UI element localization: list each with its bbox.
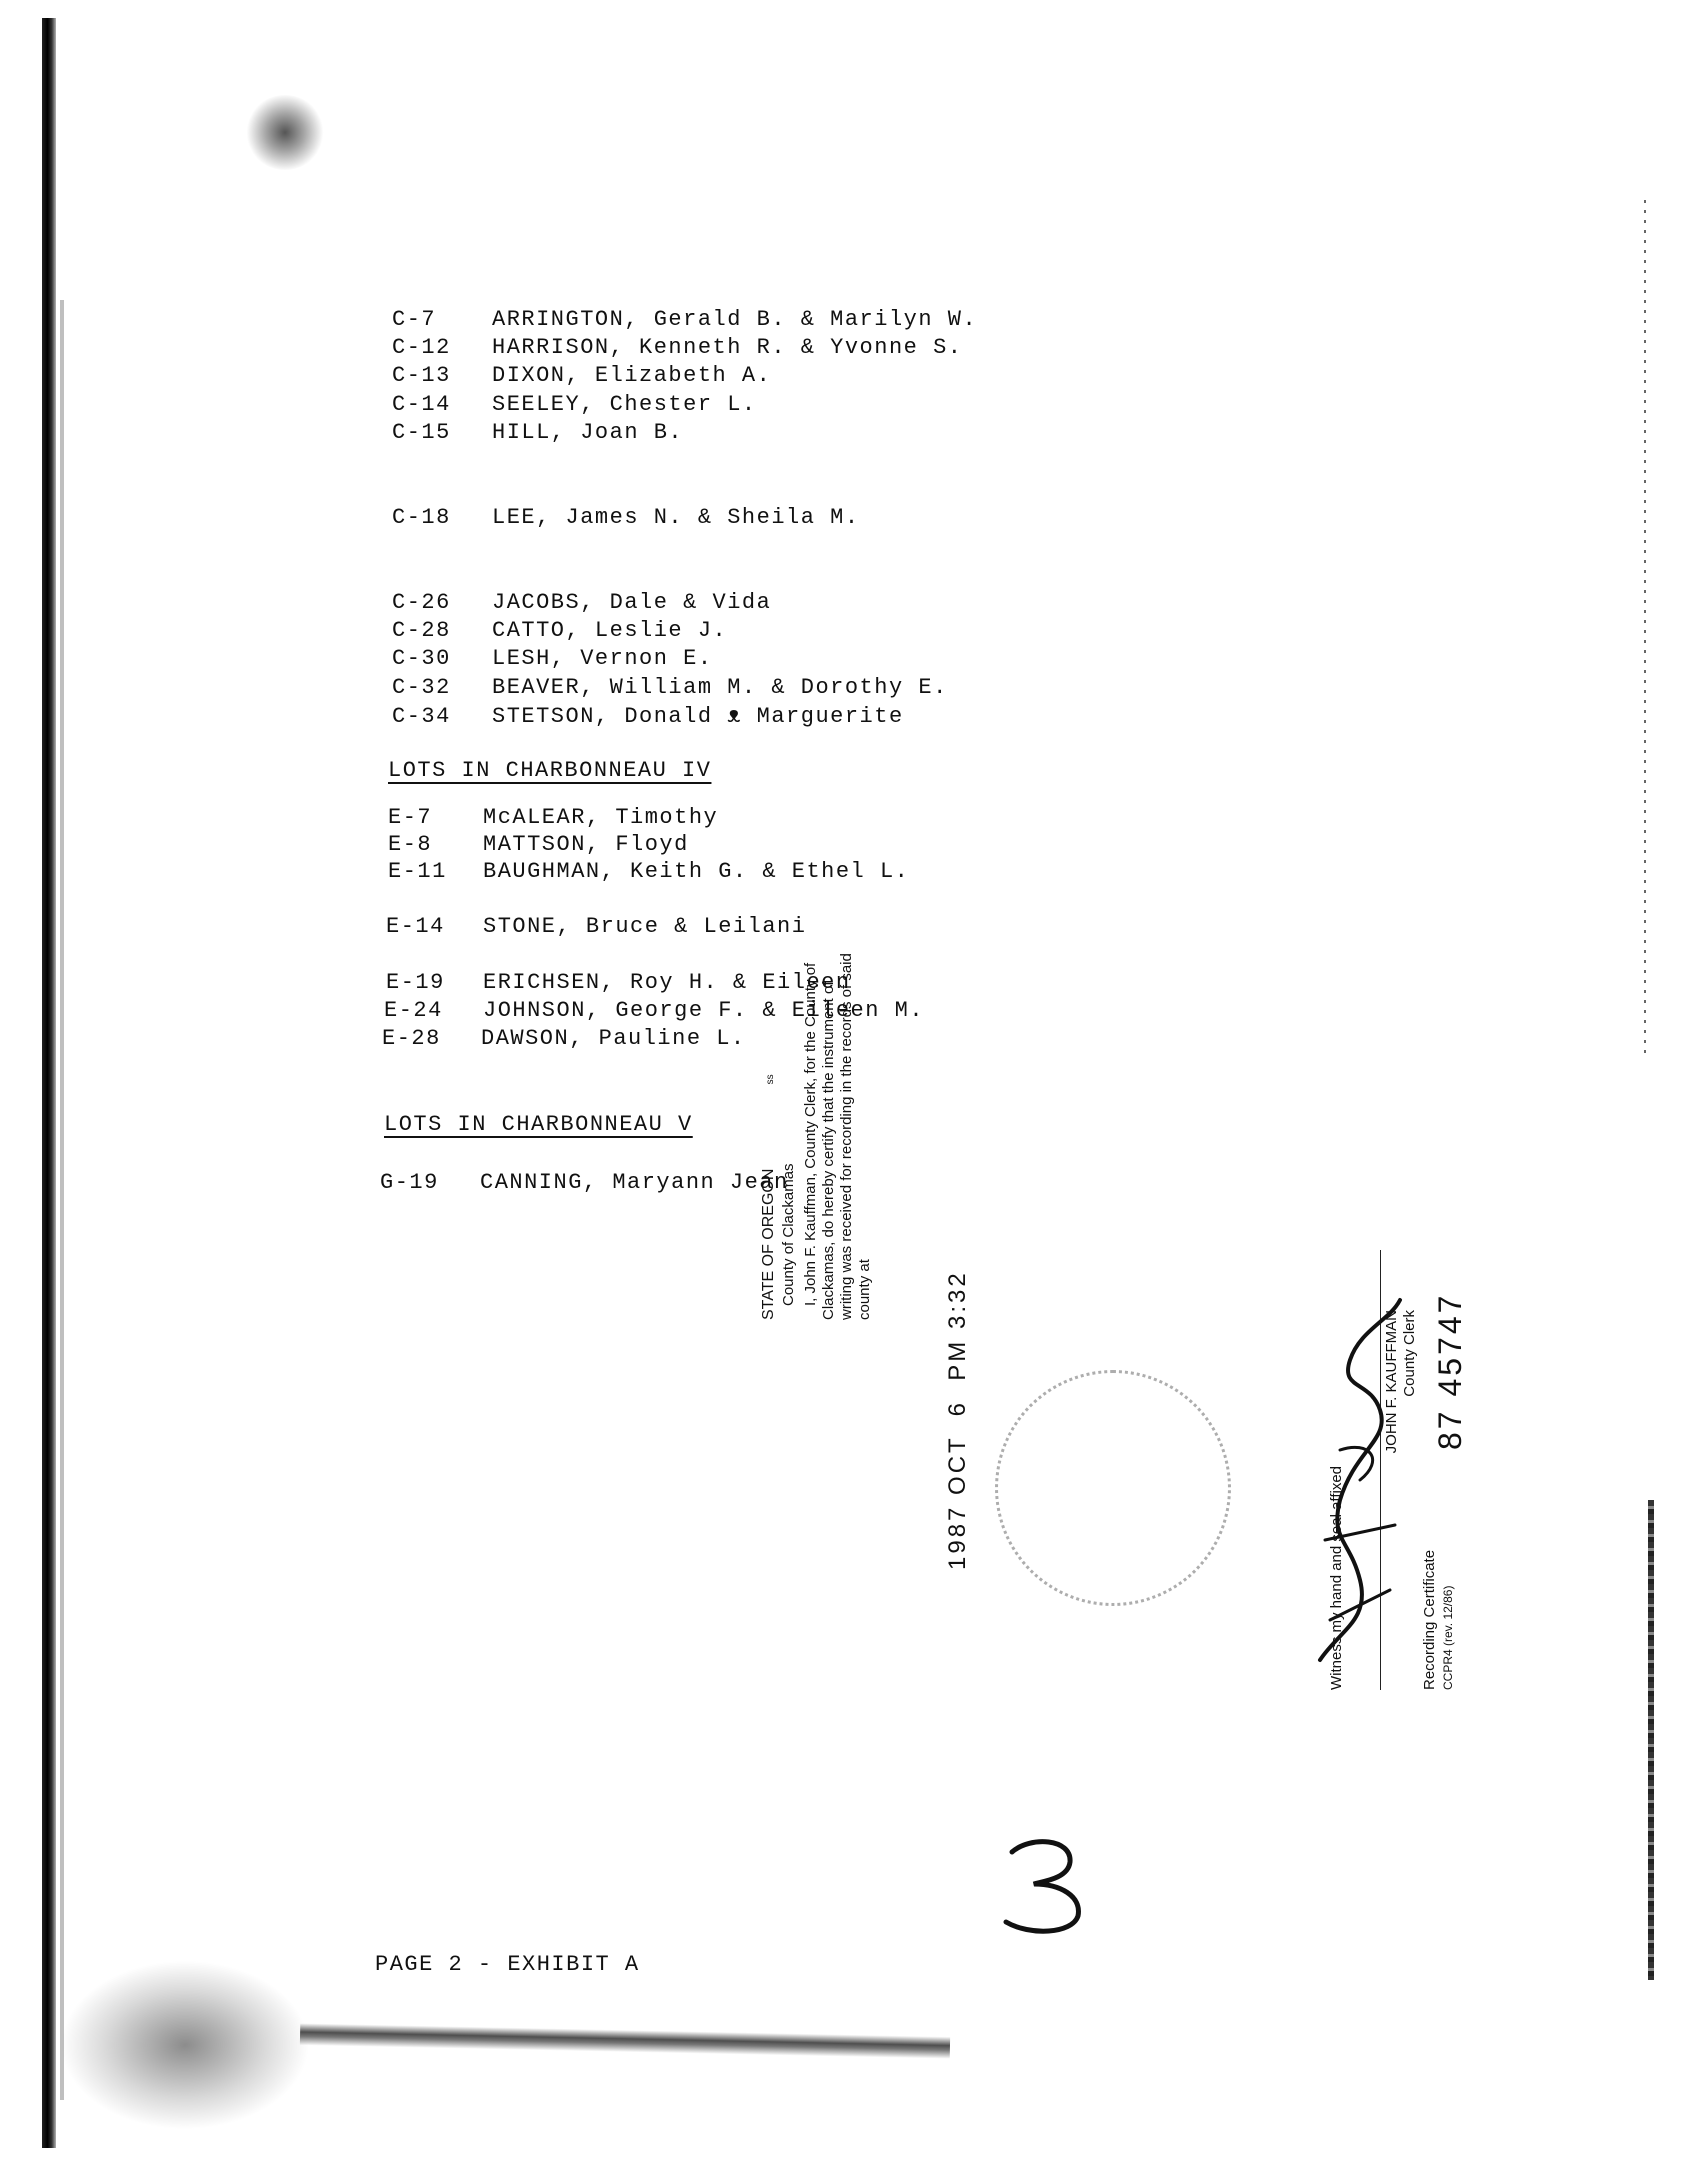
lot-code: E-8 xyxy=(388,832,433,857)
lot-row xyxy=(386,914,806,939)
lot-code: E-28 xyxy=(382,1026,441,1051)
lot-code: C-32 xyxy=(392,675,451,700)
lot-row xyxy=(388,805,718,830)
page-footer: PAGE 2 - EXHIBIT A xyxy=(375,1952,640,1977)
lot-owner: STETSON, Donald ᴥ Marguerite xyxy=(492,704,904,729)
lot-row xyxy=(392,363,771,388)
stamp-county: County of Clackamas xyxy=(780,1163,797,1306)
stamp-state: STATE OF OREGON xyxy=(760,1168,777,1320)
lot-code: E-7 xyxy=(388,805,433,830)
lot-row xyxy=(392,704,904,729)
lot-owner: CANNING, Maryann Jean xyxy=(480,1170,789,1195)
lot-owner: SEELEY, Chester L. xyxy=(492,392,757,417)
stamp-date-time: 1987 OCT 6 PM 3:32 xyxy=(944,1270,971,1570)
lot-code: E-11 xyxy=(388,859,447,884)
stamp-line-4: county at xyxy=(856,1259,873,1320)
lot-row xyxy=(392,505,860,530)
lot-code: C-12 xyxy=(392,335,451,360)
lot-code: G-19 xyxy=(380,1170,439,1195)
lot-owner: DAWSON, Pauline L. xyxy=(481,1026,746,1051)
lot-owner: LEE, James N. & Sheila M. xyxy=(492,505,860,530)
scan-smudge-top xyxy=(245,95,325,170)
lot-owner: MATTSON, Floyd xyxy=(483,832,689,857)
scan-bottom-streak xyxy=(300,2023,950,2059)
lot-row xyxy=(392,618,727,643)
clerk-signature xyxy=(1300,1290,1420,1690)
handwritten-page-number xyxy=(1000,1830,1090,1940)
lot-owner: HILL, Joan B. xyxy=(492,420,684,445)
stamp-ss: ss xyxy=(765,1074,776,1085)
lot-code: C-28 xyxy=(392,618,451,643)
scan-edge-left xyxy=(42,18,56,2148)
stamp-certificate: Recording Certificate xyxy=(1421,1549,1438,1690)
lot-owner: BAUGHMAN, Keith G. & Ethel L. xyxy=(483,859,910,884)
lot-code: E-19 xyxy=(386,970,445,995)
recording-stamp-certificate xyxy=(760,840,880,1320)
lot-owner: LESH, Vernon E. xyxy=(492,646,713,671)
lot-code: E-24 xyxy=(384,998,443,1023)
lot-code: C-15 xyxy=(392,420,451,445)
lot-row xyxy=(388,832,689,857)
section-heading-charbonneau-iv: LOTS IN CHARBONNEAU IV xyxy=(388,758,712,783)
lot-row xyxy=(392,646,713,671)
scan-edge-right-dots xyxy=(1644,200,1646,1060)
lot-owner: ERICHSEN, Roy H. & Eileen xyxy=(483,970,851,995)
lot-code: C-14 xyxy=(392,392,451,417)
lot-row xyxy=(392,675,948,700)
clerk-name: JOHN F. KAUFFMAN xyxy=(1383,1310,1400,1454)
lot-owner: HARRISON, Kenneth R. & Yvonne S. xyxy=(492,335,963,360)
lot-owner: BEAVER, William M. & Dorothy E. xyxy=(492,675,948,700)
scan-edge-shadow xyxy=(60,300,64,2100)
lot-row xyxy=(382,1026,746,1051)
county-seal xyxy=(995,1370,1231,1606)
scan-edge-right xyxy=(1648,1500,1654,1980)
lot-code: C-26 xyxy=(392,590,451,615)
stamp-line-3: writing was received for recording in the records of said xyxy=(838,953,855,1320)
lot-code: C-7 xyxy=(392,307,437,332)
lot-owner: ARRINGTON, Gerald B. & Marilyn W. xyxy=(492,307,978,332)
stamp-witness: Witness my hand and seal affixed xyxy=(1328,1465,1345,1690)
clerk-title: County Clerk xyxy=(1401,1310,1418,1397)
stamp-form-number: CCPR4 (rev. 12/86) xyxy=(1441,1585,1455,1690)
lot-code: C-30 xyxy=(392,646,451,671)
lot-row xyxy=(392,392,757,417)
lot-row xyxy=(392,420,683,445)
lot-owner: JACOBS, Dale & Vida xyxy=(492,590,772,615)
lot-row xyxy=(392,335,962,360)
lot-code: C-18 xyxy=(392,505,451,530)
lot-owner: JOHNSON, George F. & Eileen M. xyxy=(483,998,925,1023)
stamp-line-2: Clackamas, do hereby certify that the instrument of xyxy=(820,981,837,1320)
lot-code: C-34 xyxy=(392,704,451,729)
lot-owner: DIXON, Elizabeth A. xyxy=(492,363,772,388)
lot-row xyxy=(392,307,977,332)
lot-row xyxy=(392,590,771,615)
lot-code: E-14 xyxy=(386,914,445,939)
lot-code: C-13 xyxy=(392,363,451,388)
record-number: 87 45747 xyxy=(1432,1292,1468,1450)
lot-row xyxy=(380,1170,789,1195)
section-heading-charbonneau-v: LOTS IN CHARBONNEAU V xyxy=(384,1112,693,1137)
lot-owner: McALEAR, Timothy xyxy=(483,805,719,830)
lot-owner: CATTO, Leslie J. xyxy=(492,618,728,643)
lot-owner: STONE, Bruce & Leilani xyxy=(483,914,807,939)
stamp-line-1: I, John F. Kauffman, County Clerk, for the County of xyxy=(802,962,819,1306)
scan-smudge-bottom-left xyxy=(60,1960,310,2130)
